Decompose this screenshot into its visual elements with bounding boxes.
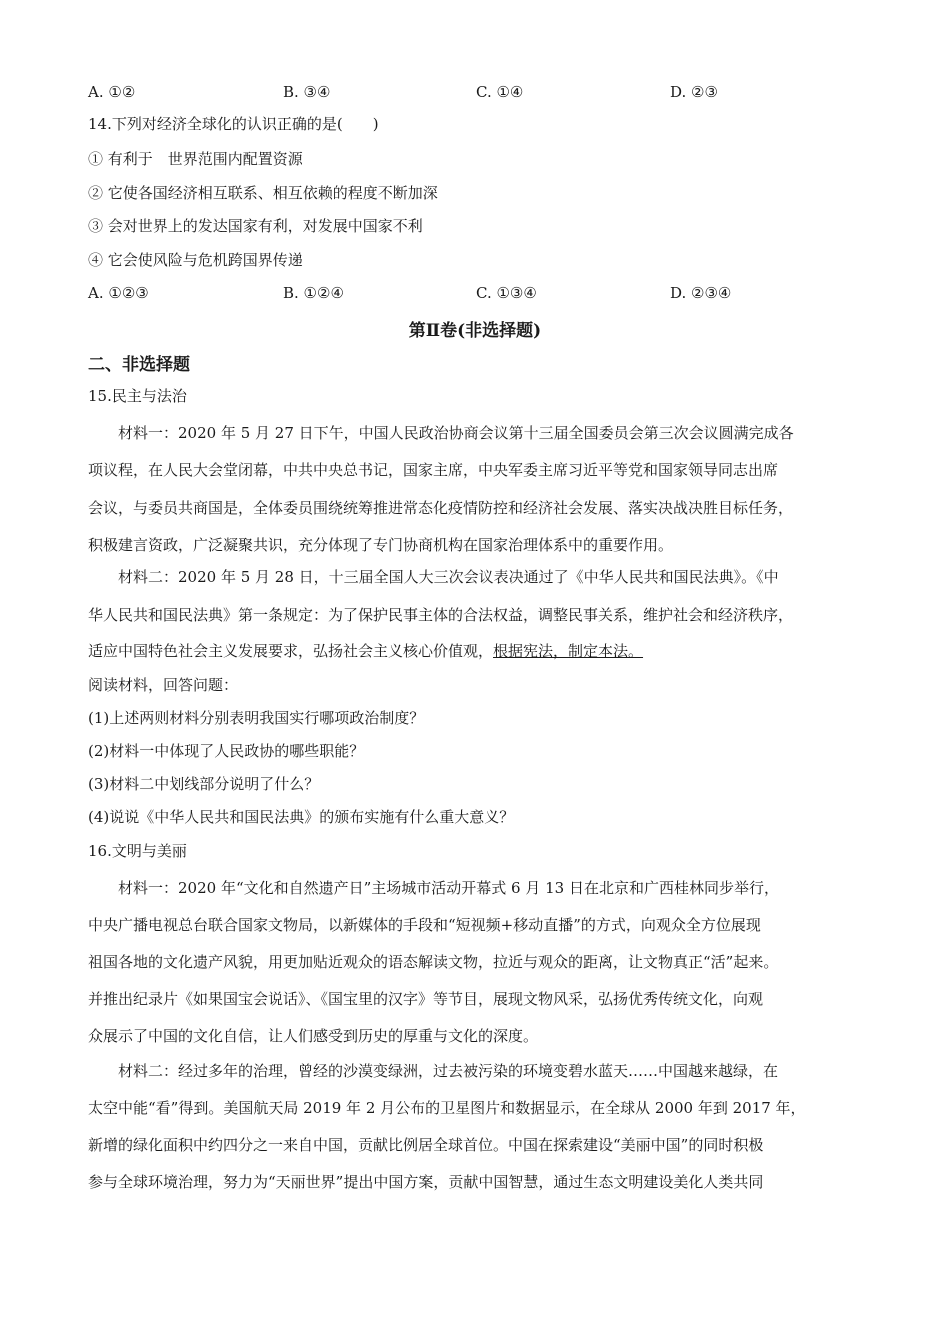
q14-item-2: ② 它使各国经济相互联系、相互依赖的程度不断加深 [88,184,438,202]
q15-title: 15.民主与法治 [88,387,187,405]
q15-material2-line: 华人民共和国民法典》第一条规定：为了保护民事主体的合法权益，调整民事关系，维护社会和经济秩序， [88,606,794,624]
q14-option-b: B. ①②④ [283,284,344,302]
section-title: 二、非选择题 [88,355,190,375]
q14-option-c: C. ①③④ [476,284,537,302]
q16-material1-line: 并推出纪录片《如果国宝会说话》、《国宝里的汉字》等节目，展现文物风采，弘扬优秀传统文化，向观 [88,990,764,1008]
q15-material2-underlined: 根据宪法，制定本法。 [493,642,644,660]
q14-item-3: ③ 会对世界上的发达国家有利，对发展中国家不利 [88,217,423,235]
q16-material2-line: 材料二：经过多年的治理，曾经的沙漠变绿洲，过去被污染的环境变碧水蓝天……中国越来越绿，在 [118,1062,779,1080]
q16-material1-line: 材料一：2020 年“文化和自然遗产日”主场城市活动开幕式 6 月 13 日在北京和广西桂林同步举行， [118,879,779,897]
q16-title: 16.文明与美丽 [88,842,187,860]
q15-prompt: 阅读材料，回答问题： [88,676,239,694]
q13-option-d: D. ②③ [670,83,718,101]
q16-material2-line: 新增的绿化面积中约四分之一来自中国，贡献比例居全球首位。中国在探索建设“美丽中国”的同时积极 [88,1136,764,1154]
q14-option-d: D. ②③④ [670,284,732,302]
q15-material2-plain: 适应中国特色社会主义发展要求，弘扬社会主义核心价值观， [88,642,494,660]
q15-material1-line: 会议，与委员共商国是，全体委员围绕统筹推进常态化疫情防控和经济社会发展、落实决战决胜目标任务， [88,499,794,517]
q14-option-a: A. ①②③ [88,284,149,302]
q16-material2-line: 参与全球环境治理，努力为“天丽世界”提出中国方案，贡献中国智慧，通过生态文明建设美化人类共同 [88,1173,764,1191]
q13-option-b: B. ③④ [283,83,331,101]
q16-material1-line: 祖国各地的文化遗产风貌，用更加贴近观众的语态解读文物，拉近与观众的距离，让文物真正“活”起来。 [88,953,779,971]
q14-item-1: ① 有利于 世界范围内配置资源 [88,150,303,168]
q15-question-4: (4)说说《中华人民共和国民法典》的颁布实施有什么重大意义？ [88,808,515,826]
q15-material1-line: 材料一：2020 年 5 月 27 日下午，中国人民政治协商会议第十三届全国委员会第三次会议圆满完成各 [118,424,794,442]
q16-material1-line: 中央广播电视总台联合国家文物局，以新媒体的手段和“短视频+移动直播”的方式，向观众全方位展现 [88,916,761,934]
q14-item-4: ④ 它会使风险与危机跨国界传递 [88,251,303,269]
q15-material1-line: 项议程，在人民大会堂闭幕，中共中央总书记，国家主席，中央军委主席习近平等党和国家领导同志出席 [88,461,779,479]
q14-stem: 14.下列对经济全球化的认识正确的是( ) [88,115,379,133]
q16-material2-line: 太空中能“看”得到。美国航天局 2019 年 2 月公布的卫星图片和数据显示，在全球从 2000 年到 2017 年， [88,1099,806,1117]
q15-question-2: (2)材料一中体现了人民政协的哪些职能？ [88,742,365,760]
q15-material2-line: 材料二：2020 年 5 月 28 日，十三届全国人大三次会议表决通过了《中华人民共和国民法典》。《中 [118,568,779,586]
q15-material1-line: 积极建言资政，广泛凝聚共识，充分体现了专门协商机构在国家治理体系中的重要作用。 [88,536,674,554]
q13-option-a: A. ①② [88,83,136,101]
q15-material2-last-line [88,641,862,661]
part2-title: 第Ⅱ卷(非选择题) [408,321,542,341]
q15-question-3: (3)材料二中划线部分说明了什么？ [88,775,320,793]
q16-material1-line: 众展示了中国的文化自信，让人们感受到历史的厚重与文化的深度。 [88,1027,539,1045]
q13-option-c: C. ①④ [476,83,524,101]
q15-question-1: (1)上述两则材料分别表明我国实行哪项政治制度？ [88,709,425,727]
